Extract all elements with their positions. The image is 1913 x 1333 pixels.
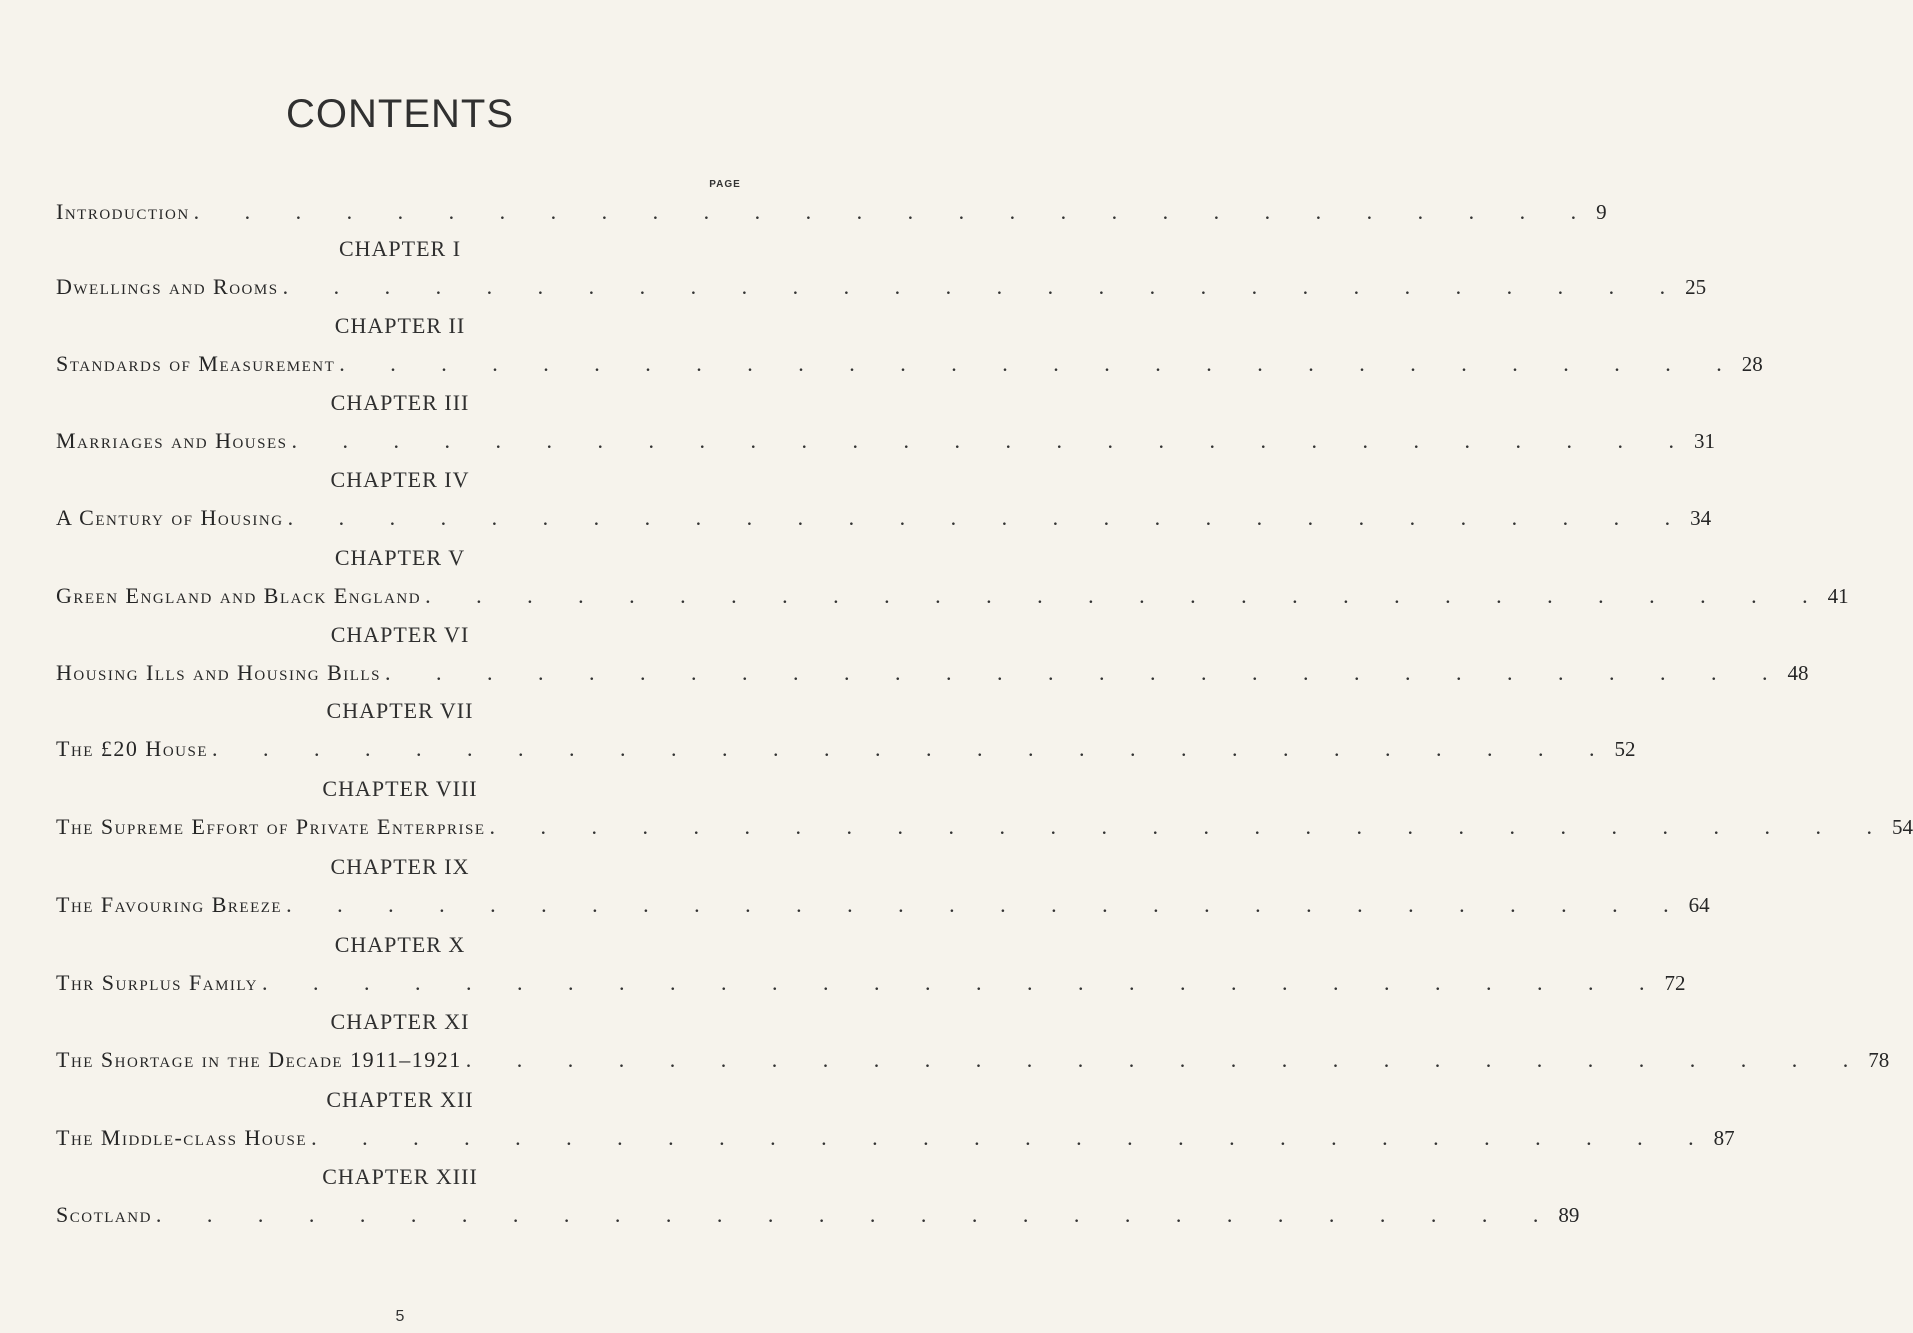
toc-entry-chapter-10[interactable] [56, 970, 1686, 998]
chapter-heading: CHAPTER VI [330, 622, 470, 647]
chapter-heading: CHAPTER IV [330, 467, 470, 492]
chapter-heading: CHAPTER I [338, 236, 462, 261]
dot-leader: . . . . . . . . . . . . . . . . . . . . . . . . . . . . [212, 736, 1615, 761]
toc-entry-chapter-5[interactable] [56, 583, 1849, 611]
dot-leader: . . . . . . . . . . . . . . . . . . . . . . . . . . . . [287, 505, 1691, 530]
toc-entry-chapter-12[interactable] [56, 1125, 1735, 1153]
page-number: 25 [1685, 275, 1707, 299]
entry-title: Scotland [56, 1202, 152, 1227]
page-number: 72 [1664, 971, 1686, 995]
chapter-heading: CHAPTER XII [326, 1087, 474, 1112]
page-number: 78 [1868, 1048, 1890, 1072]
page-number: 31 [1693, 429, 1715, 453]
entry-title: The Supreme Effort of Private Enterprise [56, 814, 486, 839]
dot-leader: . . . . . . . . . . . . . . . . . . . . . . . . . . . . [193, 199, 1597, 224]
dot-leader: . . . . . . . . . . . . . . . . . . . . . . . . . . . . [286, 892, 1689, 917]
entry-title: Green England and Black England [56, 583, 422, 608]
chapter-heading: CHAPTER X [334, 932, 466, 957]
chapter-heading: CHAPTER XI [330, 1009, 470, 1034]
toc-entry-chapter-7[interactable] [56, 736, 1636, 764]
toc-entry-chapter-1[interactable] [56, 274, 1707, 302]
dot-leader: . . . . . . . . . . . . . . . . . . . . . . . . . . . . [465, 1047, 1869, 1072]
page-number: 89 [1558, 1203, 1580, 1227]
chapter-heading: CHAPTER VII [326, 698, 474, 723]
dot-leader: . . . . . . . . . . . . . . . . . . . . . . . . . . . . [489, 814, 1892, 839]
chapter-heading: CHAPTER II [334, 313, 466, 338]
toc-entry-chapter-11[interactable] [56, 1047, 1890, 1075]
page-number: 54 [1892, 815, 1913, 839]
toc-entry-chapter-6[interactable] [56, 660, 1809, 688]
toc-entry-chapter-9[interactable] [56, 892, 1710, 920]
chapter-heading: CHAPTER VIII [322, 776, 478, 801]
dot-leader: . . . . . . . . . . . . . . . . . . . . . . . . . . . . [311, 1125, 1714, 1150]
page-folio: 5 [395, 1308, 405, 1325]
page-number: 34 [1690, 506, 1712, 530]
page-number: 9 [1596, 200, 1607, 224]
page-number: 87 [1713, 1126, 1735, 1150]
entry-title: The Shortage in the Decade 1911–1921 [56, 1047, 462, 1072]
chapter-heading: CHAPTER V [334, 545, 466, 570]
entry-title: Dwellings and Rooms [56, 274, 279, 299]
entry-title: Marriages and Houses [56, 428, 288, 453]
page-number: 64 [1688, 893, 1710, 917]
toc-entry-chapter-8[interactable] [56, 814, 1913, 842]
entry-title: Introduction [56, 199, 190, 224]
toc-entry-chapter-13[interactable] [56, 1202, 1580, 1230]
dot-leader: . . . . . . . . . . . . . . . . . . . . . . . . . . . . [261, 970, 1665, 995]
toc-entry-chapter-2[interactable] [56, 351, 1763, 379]
entry-title: Thr Surplus Family [56, 970, 258, 995]
entry-title: Standards of Measurement [56, 351, 336, 376]
contents-title: CONTENTS [286, 92, 514, 136]
page-number: 41 [1827, 584, 1849, 608]
entry-title: Housing Ills and Housing Bills [56, 660, 381, 685]
dot-leader: . . . . . . . . . . . . . . . . . . . . . . . . . . . . [425, 583, 1828, 608]
dot-leader: . . . . . . . . . . . . . . . . . . . . . . . . . . . . [339, 351, 1742, 376]
dot-leader: . . . . . . . . . . . . . . . . . . . . . . . . . . . . [155, 1202, 1559, 1227]
dot-leader: . . . . . . . . . . . . . . . . . . . . . . . . . . . . [282, 274, 1686, 299]
dot-leader: . . . . . . . . . . . . . . . . . . . . . . . . . . . . [291, 428, 1694, 453]
chapter-heading: CHAPTER III [330, 390, 470, 415]
entry-title: The Middle-class House [56, 1125, 308, 1150]
page-column-label: PAGE [709, 179, 741, 190]
dot-leader: . . . . . . . . . . . . . . . . . . . . . . . . . . . . [384, 660, 1788, 685]
chapter-heading: CHAPTER IX [330, 854, 470, 879]
toc-entry-chapter-3[interactable] [56, 428, 1715, 456]
entry-title: A Century of Housing [56, 505, 284, 530]
entry-title: The Favouring Breeze [56, 892, 283, 917]
entry-title: The £20 House [56, 736, 208, 761]
page-number: 28 [1741, 352, 1763, 376]
page-number: 52 [1614, 737, 1636, 761]
chapter-heading: CHAPTER XIII [322, 1164, 478, 1189]
page-number: 48 [1787, 661, 1809, 685]
toc-entry-introduction[interactable] [56, 199, 1607, 227]
toc-entry-chapter-4[interactable] [56, 505, 1712, 533]
